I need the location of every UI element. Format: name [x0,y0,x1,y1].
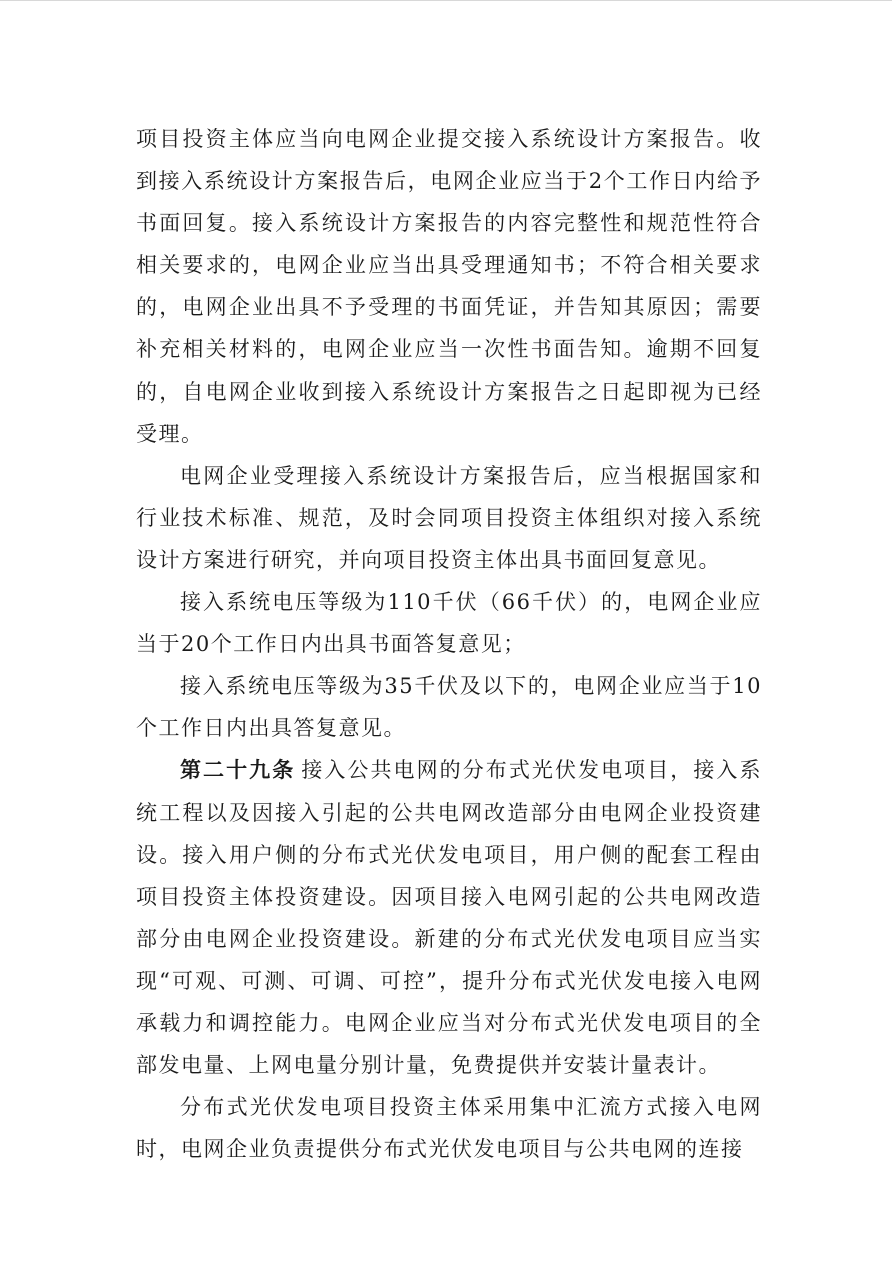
article-number: 第二十九条 [180,757,296,783]
paragraph-text: 分布式光伏发电项目投资主体采用集中汇流方式接入电网时，电网企业负责提供分布式光伏发电项目与公共电网的连接 [136,1095,762,1162]
document-body [136,118,762,1170]
paragraph-article-29 [136,749,762,1086]
page-top-border [0,0,892,1]
paragraph-review [136,455,762,581]
paragraph-text: 电网企业受理接入系统设计方案报告后，应当根据国家和行业技术标准、规范，及时会同项目投资主体组织对接入系统设计方案进行研究，并向项目投资主体出具书面回复意见。 [136,463,762,572]
paragraph-text: 项目投资主体应当向电网企业提交接入系统设计方案报告。收到接入系统设计方案报告后，电网企业应当于2个工作日内给予书面回复。接入系统设计方案报告的内容完整性和规范性符合相关要求的，电网企业应当出具受理通知书；不符合相关要求的，电网企业出具不予受理的书面凭证，并告知其原因；需要补充相关材料的，电网企业应当一次性书面告知。逾期不回复的，自电网企业收到接入系统设计方案报告之日起即视为已经受理。 [136,127,762,446]
paragraph-110kv [136,581,762,665]
paragraph-text: 接入系统电压等级为35千伏及以下的，电网企业应当于10个工作日内出具答复意见。 [136,674,762,741]
paragraph-text: 接入公共电网的分布式光伏发电项目，接入系统工程以及因接入引起的公共电网改造部分由电网企业投资建设。接入用户侧的分布式光伏发电项目，用户侧的配套工程由项目投资主体投资建设。因项目接入电网引起的公共电网改造部分由电网企业投资建设。新建的分布式光伏发电项目应当实现“可观、可测、可调、可控”，提升分布式光伏发电接入电网承载力和调控能力。电网企业应当对分布式光伏发电项目的全部发电量、上网电量分别计量，免费提供并安装计量表计。 [136,758,762,1078]
paragraph-centralized [136,1086,762,1170]
paragraph-35kv [136,665,762,749]
paragraph-continuation [136,118,762,455]
paragraph-text: 接入系统电压等级为110千伏（66千伏）的，电网企业应当于20个工作日内出具书面答复意见； [136,590,762,657]
